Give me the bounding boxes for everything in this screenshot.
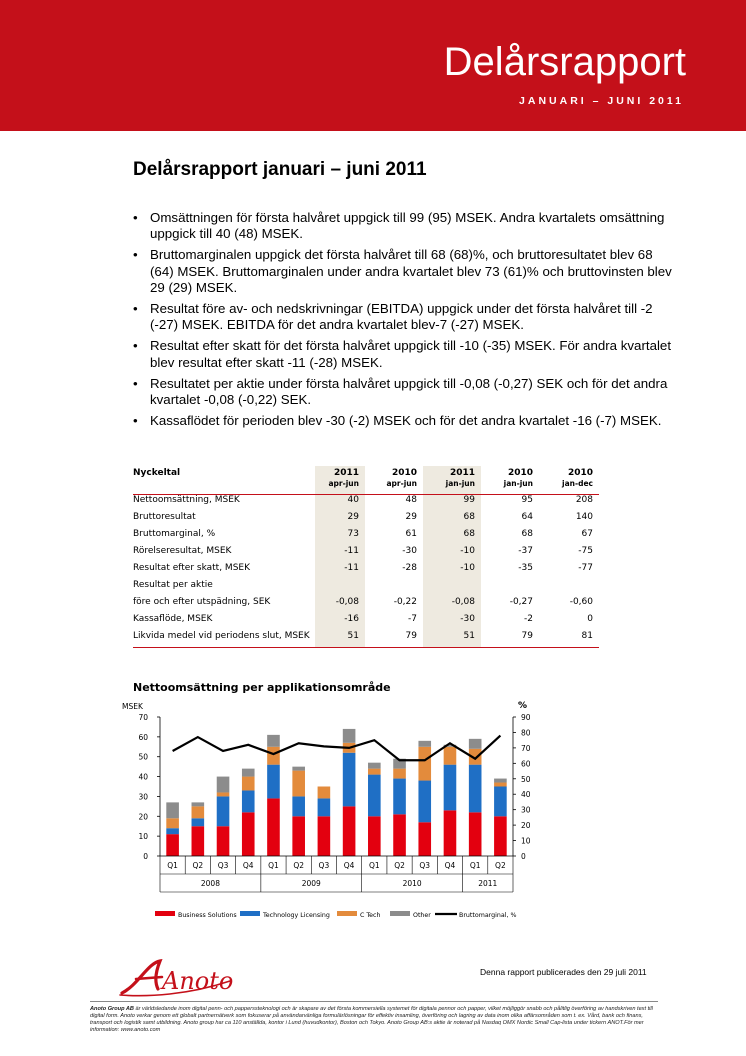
table-row	[133, 508, 599, 525]
bar-segment	[418, 781, 431, 823]
table-cell: -11	[344, 562, 359, 573]
table-cell: 68	[463, 511, 475, 522]
bar-segment	[494, 779, 507, 783]
publication-note: Denna rapport publicerades den 29 juli 2011	[480, 967, 647, 977]
row-label: Rörelseresultat, MSEK	[133, 545, 232, 556]
table-row	[133, 593, 599, 610]
x-tick-label: Q2	[293, 861, 305, 870]
y-tick-label: 20	[138, 812, 148, 822]
bar-segment	[444, 810, 457, 856]
x-tick-label: Q3	[217, 861, 229, 870]
x-tick-label: Q3	[419, 861, 431, 870]
table-row	[133, 627, 599, 644]
table-cell: -11	[344, 545, 359, 556]
bar-segment	[368, 816, 381, 856]
y-tick-label: 30	[138, 792, 148, 802]
bullet-item: • Kassaflödet för perioden blev -30 (-2) MSEK och för det andra kvartalet -16 (-7) MSEK.	[133, 413, 673, 429]
header-rule	[133, 494, 599, 495]
x-tick-label: Q3	[318, 861, 330, 870]
report-title: Delårsrapport	[443, 40, 686, 84]
legend-label: C Tech	[360, 912, 381, 919]
y-tick-label: 60	[138, 732, 148, 742]
column-period: jan-jun	[503, 479, 533, 488]
table-cell: -30	[460, 613, 475, 624]
y2-tick-label: 70	[521, 743, 531, 753]
bar-segment	[166, 818, 179, 828]
x-tick-label: Q1	[368, 861, 380, 870]
bar-segment	[444, 765, 457, 811]
table-row	[133, 559, 599, 576]
table-cell: 95	[521, 494, 533, 505]
table-cell	[365, 576, 423, 593]
row-label: Bruttoresultat	[133, 511, 196, 522]
row-label: före och efter utspädning, SEK	[133, 596, 271, 607]
table-cell: -0,27	[509, 596, 533, 607]
table-cell: -0,08	[335, 596, 359, 607]
table-cell: -77	[578, 562, 593, 573]
bar-segment	[318, 787, 331, 799]
table-cell: -75	[578, 545, 593, 556]
table-cell: 64	[521, 511, 533, 522]
bar-segment	[192, 802, 205, 806]
bullet-item: • Bruttomarginalen uppgick det första halvåret till 68 (68)%, och bruttoresultatet blev 68 (64) MSEK. Bruttomarginalen under andra kvartalet blev 73 (61)% och bruttovinsten blev 29 (29) MSEK.	[133, 247, 673, 296]
table-cell: -0,08	[451, 596, 475, 607]
bar-segment	[267, 735, 280, 747]
x-tick-label: Q4	[242, 861, 254, 870]
column-period: jan-jun	[445, 479, 475, 488]
anoto-logo	[118, 955, 238, 1004]
table-cell: 67	[581, 528, 593, 539]
bar-segment	[318, 798, 331, 816]
column-year: 2010	[567, 467, 593, 478]
table-cell: 0	[587, 613, 593, 624]
bar-segment	[418, 741, 431, 747]
x-tick-label: Q4	[444, 861, 456, 870]
legend-label: Other	[413, 912, 431, 919]
table-cell: -30	[402, 545, 417, 556]
bar-segment	[469, 765, 482, 813]
bar-segment	[242, 769, 255, 777]
column-period: apr-jun	[328, 479, 359, 488]
x-tick-label: Q1	[469, 861, 481, 870]
bar-segment	[242, 812, 255, 856]
bar-segment	[192, 826, 205, 856]
table-cell: -35	[518, 562, 533, 573]
y2-tick-label: 50	[521, 774, 531, 784]
y2-axis-label: %	[518, 701, 528, 711]
table-cell: 99	[463, 494, 475, 505]
kpi-title: Nyckeltal	[133, 467, 181, 478]
legend-label: Business Solutions	[178, 912, 237, 919]
y-tick-label: 40	[138, 772, 148, 782]
row-label: Resultat per aktie	[133, 579, 213, 590]
bar-segment	[217, 792, 230, 796]
legend-swatch	[337, 911, 357, 916]
y2-tick-label: 40	[521, 790, 531, 800]
bar-segment	[166, 834, 179, 856]
bar-segment	[166, 802, 179, 818]
table-row	[133, 525, 599, 542]
bar-segment	[418, 822, 431, 856]
table-cell: -10	[460, 562, 475, 573]
y-axis-label: MSEK	[122, 702, 143, 711]
table-cell: 51	[347, 630, 359, 641]
bar-segment	[343, 806, 356, 856]
y2-tick-label: 10	[521, 836, 531, 846]
group-label: 2010	[402, 879, 422, 888]
table-cell	[423, 576, 481, 593]
bar-segment	[393, 779, 406, 815]
bar-segment	[469, 739, 482, 749]
column-year: 2011	[449, 467, 475, 478]
bar-segment	[292, 771, 305, 797]
table-cell	[315, 576, 365, 593]
table-cell: 61	[405, 528, 417, 539]
y2-tick-label: 30	[521, 805, 531, 815]
row-label: Kassaflöde, MSEK	[133, 613, 213, 624]
table-cell: 79	[521, 630, 533, 641]
group-label: 2008	[200, 879, 220, 888]
summary-bullets	[133, 210, 673, 434]
row-label: Likvida medel vid periodens slut, MSEK	[133, 630, 310, 641]
bar-segment	[343, 753, 356, 807]
bar-segment	[267, 765, 280, 799]
group-label: 2011	[478, 879, 498, 888]
row-label: Resultat efter skatt, MSEK	[133, 562, 250, 573]
bar-segment	[343, 729, 356, 743]
table-cell: -7	[408, 613, 417, 624]
footer-body: är världsledande inom digital penn- och papperssteknologi och är skapare av det första kommersiella systemet för digitala pennor och papper, vilket möjliggör snabb och pålitlig överföring av handskriven text till digital form. Anoto verkar genom ett globalt partnernätverk som fokuserar på användarvänliga formulärlösningar för effektiv insamling, överföring och lagring av data inom olika affärsområden som t. ex. Vård, bank och finans, transport och logistik samt utbildning. Anoto group har ca 110 anställda, kontor i Lund (huvudkontor), Boston och Tokyo. Anoto Group AB:s aktie är noterad på Nasdaq OMX Nordic Small Cap-lista under tickern ANOT.För mer information: www.anoto.com	[90, 1006, 653, 1033]
table-cell: 79	[405, 630, 417, 641]
bar-segment	[368, 763, 381, 769]
legend-label: Bruttomarginal, %	[459, 912, 517, 919]
bar-segment	[368, 769, 381, 775]
y-tick-label: 0	[143, 852, 148, 861]
bar-segment	[166, 828, 179, 834]
bar-segment	[217, 796, 230, 826]
x-tick-label: Q4	[343, 861, 355, 870]
row-label: Bruttomarginal, %	[133, 528, 216, 539]
table-row	[133, 576, 599, 593]
footer-text	[90, 1006, 658, 1034]
bar-segment	[217, 826, 230, 856]
column-year: 2011	[333, 467, 359, 478]
y2-tick-label: 80	[521, 728, 531, 738]
report-period: JANUARI – JUNI 2011	[519, 95, 684, 107]
table-cell: 51	[463, 630, 475, 641]
header-banner	[0, 0, 746, 131]
group-label: 2009	[301, 879, 321, 888]
table-row	[133, 610, 599, 627]
bar-segment	[393, 814, 406, 856]
bar-segment	[418, 747, 431, 781]
table-cell: -0,60	[569, 596, 593, 607]
bar-segment	[494, 816, 507, 856]
table-cell: -16	[344, 613, 359, 624]
bar-segment	[242, 790, 255, 812]
bar-segment	[267, 798, 280, 856]
y2-tick-label: 60	[521, 759, 531, 769]
bar-segment	[393, 769, 406, 779]
footer-divider	[90, 1001, 658, 1002]
table-cell: 68	[521, 528, 533, 539]
column-year: 2010	[391, 467, 417, 478]
y2-tick-label: 0	[521, 852, 526, 861]
bar-segment	[494, 783, 507, 787]
y-tick-label: 70	[138, 713, 148, 722]
y-tick-label: 50	[138, 752, 148, 762]
bar-segment	[469, 812, 482, 856]
bar-segment	[292, 796, 305, 816]
table-cell: 29	[347, 511, 359, 522]
legend-label: Technology Licensing	[263, 912, 330, 919]
bar-segment	[242, 777, 255, 791]
bar-segment	[267, 747, 280, 765]
bar-segment	[444, 747, 457, 765]
x-tick-label: Q1	[268, 861, 279, 870]
logo-text: Anoto	[162, 967, 234, 995]
column-period: apr-jun	[386, 479, 417, 488]
bar-segment	[368, 775, 381, 817]
bullet-item: • Omsättningen för första halvåret uppgick till 99 (95) MSEK. Andra kvartalets omsättning uppgick till 40 (48) MSEK.	[133, 210, 673, 242]
table-cell: 73	[347, 528, 359, 539]
x-tick-label: Q1	[167, 861, 178, 870]
bar-segment	[318, 816, 331, 856]
table-cell: -28	[402, 562, 417, 573]
bullet-item: • Resultat efter skatt för det första halvåret uppgick till -10 (-35) MSEK. För andra kvartalet blev resultat efter skatt -11 (-28) MSEK.	[133, 338, 673, 370]
table-cell: -0,22	[393, 596, 417, 607]
bar-segment	[192, 818, 205, 826]
bullet-item: • Resultatet per aktie under första halvåret uppgick till -0,08 (-0,27) SEK och för det andra kvartalet -0,08 (-0,22) SEK.	[133, 376, 673, 408]
legend-swatch	[390, 911, 410, 916]
kpi-table	[133, 466, 599, 648]
table-cell: -37	[518, 545, 533, 556]
page-title: Delårsrapport januari – juni 2011	[133, 159, 427, 180]
legend-swatch	[155, 911, 175, 916]
y2-tick-label: 20	[521, 821, 531, 831]
chart-title: Nettoomsättning per applikationsområde	[133, 681, 391, 694]
table-cell: 208	[575, 494, 593, 505]
table-cell: 68	[463, 528, 475, 539]
x-tick-label: Q2	[394, 861, 405, 870]
bullet-item: • Resultat före av- och nedskrivningar (EBITDA) uppgick under det första halvåret till -2 (-27) MSEK. EBITDA för det andra kvartalet blev-7 (-27) MSEK.	[133, 301, 673, 333]
table-cell: 29	[405, 511, 417, 522]
bar-segment	[217, 777, 230, 793]
bar-segment	[292, 816, 305, 856]
table-cell	[481, 576, 539, 593]
y-tick-label: 10	[138, 832, 148, 842]
column-year: 2010	[507, 467, 533, 478]
column-period: jan-dec	[562, 479, 593, 488]
table-cell: 48	[405, 494, 417, 505]
table-cell: -2	[524, 613, 533, 624]
footer-company: Anoto Group AB	[90, 1006, 134, 1012]
x-tick-label: Q2	[192, 861, 204, 870]
legend-swatch	[240, 911, 260, 916]
table-cell: 81	[581, 630, 593, 641]
bar-segment	[494, 787, 507, 817]
bar-segment	[292, 767, 305, 771]
table-cell: 140	[575, 511, 593, 522]
table-cell	[539, 576, 599, 593]
revenue-chart	[120, 695, 550, 930]
table-cell: -10	[460, 545, 475, 556]
bottom-rule	[133, 647, 599, 648]
x-tick-label: Q2	[495, 861, 506, 870]
row-label: Nettoomsättning, MSEK	[133, 494, 240, 505]
bar-segment	[192, 806, 205, 818]
y2-tick-label: 90	[521, 713, 531, 722]
table-cell: 40	[347, 494, 359, 505]
table-row	[133, 542, 599, 559]
